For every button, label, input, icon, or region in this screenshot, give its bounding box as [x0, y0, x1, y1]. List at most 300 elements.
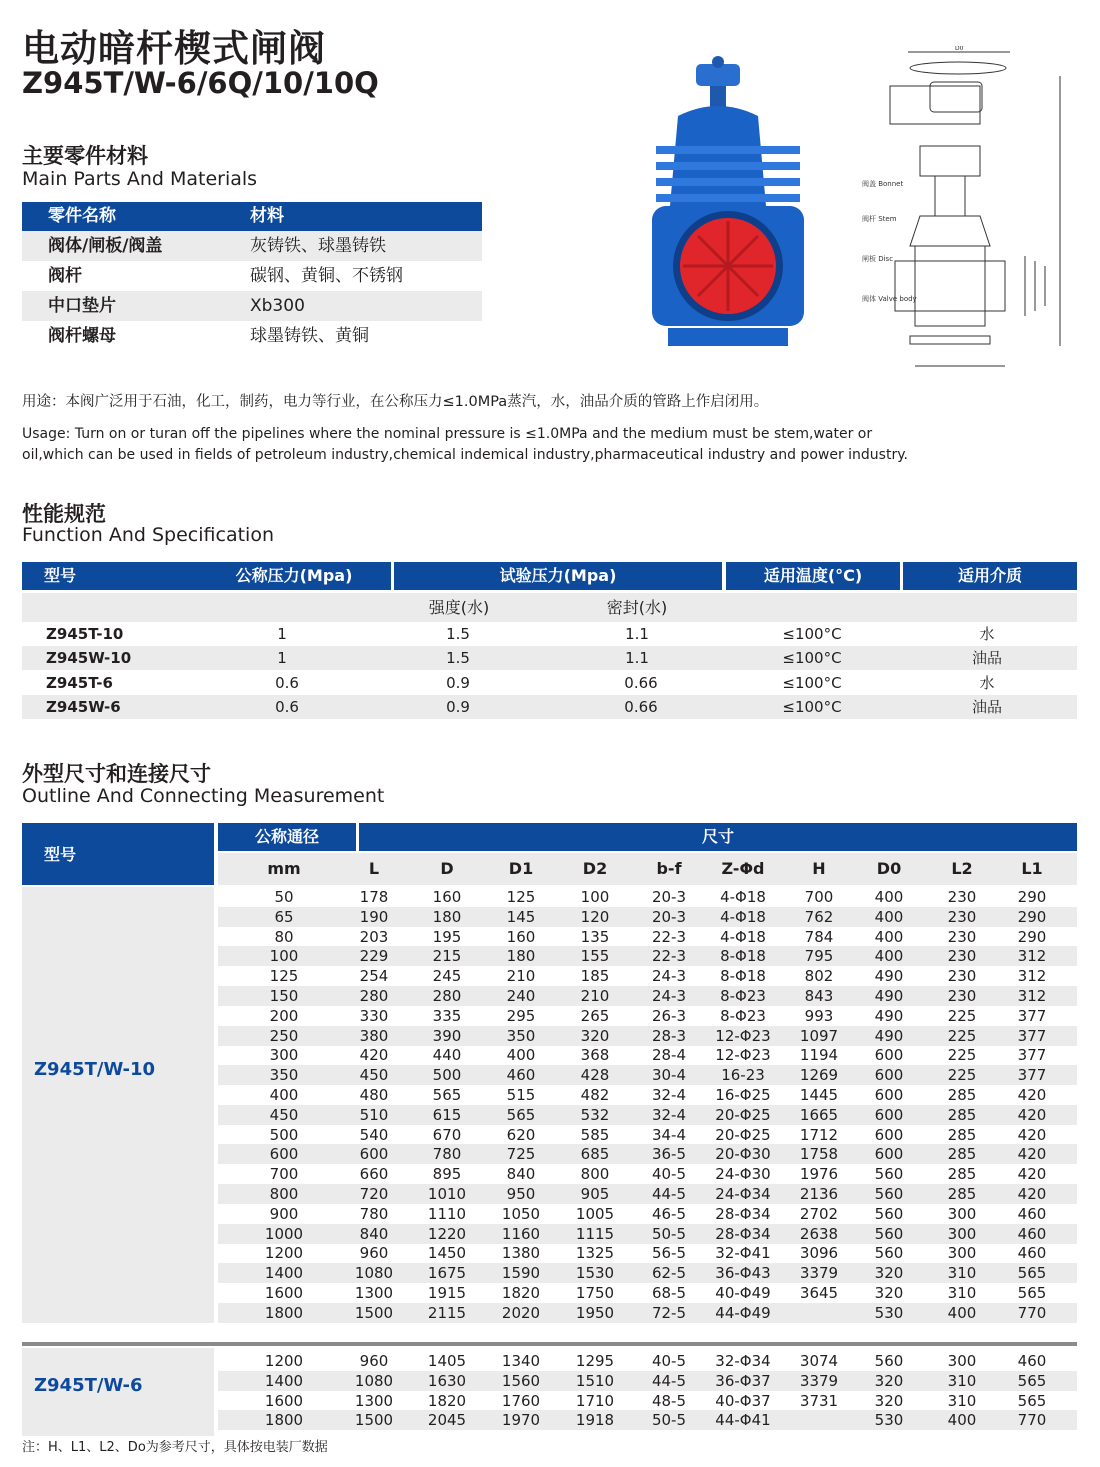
- table-cell: 600: [874, 1046, 904, 1065]
- table-row: [218, 1026, 1077, 1046]
- spec-model: Z945T-6: [46, 674, 113, 692]
- outline-model-header: [22, 823, 214, 885]
- table-cell: 44-Φ41: [715, 1411, 771, 1430]
- spec-model: Z945W-10: [46, 649, 132, 667]
- table-cell: 280: [359, 987, 389, 1005]
- table-cell: 1800: [264, 1411, 304, 1430]
- table-cell: 215: [432, 947, 462, 966]
- table-cell: 125: [269, 967, 299, 986]
- table-cell: 20-Φ25: [715, 1105, 771, 1124]
- table-cell: 2702: [799, 1204, 839, 1223]
- table-cell: 320: [874, 1284, 904, 1302]
- table-cell: 1300: [354, 1391, 394, 1410]
- table-row: [218, 887, 1077, 907]
- spec-row: [22, 646, 1077, 670]
- spec-seal: 1.1: [625, 649, 649, 667]
- table-cell: 300: [947, 1244, 977, 1263]
- table-cell: 28-Φ34: [715, 1224, 771, 1243]
- table-cell: 28-3: [651, 1026, 687, 1045]
- diagram-label-stem: 阀杆 Stem: [862, 215, 897, 223]
- spec-medium: 油品: [971, 649, 1002, 667]
- table-cell: 320: [874, 1264, 904, 1283]
- spec-medium: 水: [979, 625, 995, 643]
- table-cell: 1500: [354, 1303, 394, 1322]
- table-cell: 960: [359, 1244, 389, 1263]
- table-cell: 400: [269, 1086, 299, 1104]
- spec-heading-cn: 性能规范: [22, 502, 106, 526]
- table-cell: 600: [359, 1145, 389, 1164]
- spec-strength: 1.5: [446, 649, 470, 667]
- table-cell: 56-5: [651, 1244, 687, 1263]
- table-cell: 2638: [799, 1224, 839, 1243]
- spec-seal: 0.66: [624, 674, 658, 692]
- table-row: [218, 1065, 1077, 1085]
- group-divider: [22, 1342, 1077, 1346]
- table-cell: 350: [506, 1026, 536, 1045]
- table-cell: 1445: [799, 1086, 839, 1104]
- table-cell: 1915: [427, 1284, 467, 1302]
- spec-table: [22, 562, 1077, 720]
- usage-text-cn: 用途：本阀广泛用于石油，化工，制药，电力等行业，在公称压力≤1.0MPa蒸汽，水，油品介质的管路上作启闭用。: [22, 394, 769, 410]
- part-name: 中口垫片: [48, 296, 116, 316]
- table-cell: 254: [359, 967, 389, 986]
- table-cell: 160: [432, 888, 462, 906]
- table-cell: 420: [1017, 1105, 1047, 1124]
- table-cell: 290: [1017, 888, 1047, 906]
- table-cell: 540: [359, 1125, 389, 1144]
- table-cell: 245: [432, 967, 462, 986]
- table-cell: 20-Φ30: [715, 1145, 771, 1164]
- table-cell: 26-3: [651, 1006, 687, 1025]
- technical-diagram: [860, 46, 1080, 376]
- table-cell: 377: [1017, 1006, 1047, 1025]
- table-cell: 310: [947, 1284, 977, 1302]
- table-cell: 46-5: [651, 1204, 687, 1223]
- table-cell: 50: [274, 888, 294, 906]
- table-cell: 460: [506, 1066, 536, 1085]
- outline-col-header: L2: [951, 859, 973, 878]
- table-cell: 450: [359, 1066, 389, 1085]
- table-cell: 32-4: [651, 1086, 687, 1104]
- valve-product-image: [648, 56, 808, 356]
- table-cell: 460: [1017, 1244, 1047, 1263]
- table-cell: 120: [580, 907, 610, 926]
- table-cell: 400: [874, 888, 904, 906]
- table-cell: 335: [432, 1006, 462, 1025]
- table-cell: 565: [506, 1105, 536, 1124]
- table-cell: 784: [804, 927, 834, 946]
- table-cell: 160: [506, 927, 536, 946]
- spec-heading-en: Function And Specification: [22, 524, 274, 546]
- table-cell: 1450: [427, 1244, 467, 1263]
- table-cell: 390: [432, 1026, 462, 1045]
- spec-seal: 0.66: [624, 698, 658, 716]
- table-cell: 16-Φ25: [715, 1086, 771, 1104]
- spec-temp: ≤100°C: [782, 649, 842, 667]
- table-cell: 290: [1017, 927, 1047, 946]
- table-cell: 1405: [427, 1352, 467, 1370]
- table-cell: 1970: [501, 1411, 541, 1430]
- table-cell: 30-4: [651, 1066, 687, 1085]
- col-material-header: 材料: [250, 206, 284, 226]
- table-cell: 482: [580, 1086, 610, 1104]
- part-name: 阀体/闸板/阀盖: [48, 236, 163, 256]
- table-cell: 620: [506, 1125, 536, 1144]
- table-cell: 203: [359, 927, 389, 946]
- table-cell: 100: [269, 947, 299, 966]
- table-cell: 50-5: [651, 1224, 687, 1243]
- table-cell: 1510: [575, 1371, 615, 1390]
- table-cell: 720: [359, 1185, 389, 1203]
- spec-medium: 水: [979, 674, 995, 692]
- table-row: [218, 946, 1077, 966]
- table-cell: 80: [274, 927, 294, 946]
- table-cell: 44-5: [651, 1185, 687, 1203]
- table-cell: 310: [947, 1371, 977, 1390]
- spec-col-medium: 适用介质: [903, 562, 1077, 590]
- table-cell: 560: [874, 1185, 904, 1203]
- materials-heading-cn: 主要零件材料: [22, 144, 148, 168]
- table-cell: 400: [506, 1046, 536, 1065]
- table-row: [218, 1125, 1077, 1145]
- table-row: [218, 1224, 1077, 1244]
- table-cell: 1097: [799, 1026, 839, 1045]
- svg-text:D0: D0: [955, 46, 964, 52]
- table-cell: 1200: [264, 1352, 304, 1370]
- table-cell: 1500: [354, 1411, 394, 1430]
- table-cell: 2020: [501, 1303, 541, 1322]
- table-row: [218, 1184, 1077, 1204]
- table-cell: 2136: [799, 1185, 839, 1203]
- table-cell: 480: [359, 1086, 389, 1104]
- table-cell: 795: [804, 947, 834, 966]
- table-cell: 20-3: [651, 907, 687, 926]
- table-cell: 50-5: [651, 1411, 687, 1430]
- table-row: [218, 1204, 1077, 1224]
- table-cell: 20-Φ25: [715, 1125, 771, 1144]
- table-cell: 285: [947, 1165, 977, 1184]
- table-cell: 20-3: [651, 888, 687, 906]
- table-cell: 993: [804, 1006, 834, 1025]
- outline-col-header: L: [368, 859, 380, 878]
- table-cell: 565: [1017, 1371, 1047, 1390]
- table-cell: 530: [874, 1411, 904, 1430]
- table-row: [218, 1283, 1077, 1303]
- table-cell: 510: [359, 1105, 389, 1124]
- spec-pn: 1: [277, 649, 287, 667]
- table-cell: 1340: [501, 1352, 541, 1370]
- table-cell: 615: [432, 1105, 462, 1124]
- table-cell: 490: [874, 967, 904, 986]
- table-cell: 3731: [799, 1391, 839, 1410]
- spec-col-model: 型号: [22, 562, 216, 590]
- table-cell: 400: [947, 1303, 977, 1322]
- materials-row: [22, 261, 482, 291]
- table-cell: 600: [874, 1066, 904, 1085]
- table-cell: 8-Φ18: [720, 967, 766, 986]
- table-cell: 36-5: [651, 1145, 687, 1164]
- table-cell: 1269: [799, 1066, 839, 1085]
- table-cell: 44-5: [651, 1371, 687, 1390]
- table-cell: 1710: [575, 1391, 615, 1410]
- table-cell: 1000: [264, 1224, 304, 1243]
- table-cell: 1115: [575, 1224, 615, 1243]
- outline-heading-cn: 外型尺寸和连接尺寸: [22, 762, 211, 786]
- spec-temp: ≤100°C: [782, 674, 842, 692]
- table-cell: 600: [874, 1145, 904, 1164]
- spec-temp: ≤100°C: [782, 625, 842, 643]
- table-row: [218, 1391, 1077, 1411]
- spec-pn: 0.6: [275, 698, 299, 716]
- table-cell: 100: [580, 888, 610, 906]
- spec-medium: 油品: [971, 698, 1002, 716]
- table-cell: 560: [874, 1224, 904, 1243]
- table-cell: 12-Φ23: [715, 1026, 771, 1045]
- table-cell: 1590: [501, 1264, 541, 1283]
- table-cell: 770: [1017, 1411, 1047, 1430]
- table-cell: 400: [874, 927, 904, 946]
- table-cell: 1110: [427, 1204, 467, 1223]
- table-cell: 1194: [799, 1046, 839, 1065]
- table-cell: 700: [804, 888, 834, 906]
- table-cell: 330: [359, 1006, 389, 1025]
- table-cell: 840: [359, 1224, 389, 1243]
- table-cell: 1325: [575, 1244, 615, 1263]
- table-cell: 1600: [264, 1391, 304, 1410]
- table-cell: 230: [947, 927, 977, 946]
- table-cell: 450: [269, 1105, 299, 1124]
- table-cell: 250: [269, 1026, 299, 1045]
- table-cell: 32-Φ34: [715, 1352, 771, 1370]
- group1-model-cell: [22, 887, 214, 1323]
- table-cell: 565: [1017, 1284, 1047, 1302]
- table-cell: 300: [947, 1224, 977, 1243]
- table-cell: 24-3: [651, 967, 687, 986]
- table-cell: 565: [432, 1086, 462, 1104]
- table-cell: 1820: [501, 1284, 541, 1302]
- table-cell: 34-4: [651, 1125, 687, 1144]
- table-cell: 950: [506, 1185, 536, 1203]
- table-cell: 560: [874, 1352, 904, 1370]
- table-cell: 400: [947, 1411, 977, 1430]
- footnote: 注：H、L1、L2、Do为参考尺寸，具体按电装厂数据: [22, 1440, 328, 1455]
- table-cell: 490: [874, 1006, 904, 1025]
- table-cell: 24-Φ30: [715, 1165, 771, 1184]
- table-cell: 229: [359, 947, 389, 966]
- table-cell: 2115: [427, 1303, 467, 1322]
- table-cell: 290: [1017, 907, 1047, 926]
- table-cell: 225: [947, 1026, 977, 1045]
- table-cell: 62-5: [651, 1264, 687, 1283]
- table-cell: 460: [1017, 1352, 1047, 1370]
- table-cell: 230: [947, 947, 977, 966]
- part-material: 碳钢、黄铜、不锈钢: [250, 266, 403, 286]
- spec-temp: ≤100°C: [782, 698, 842, 716]
- table-cell: 36-Φ37: [715, 1371, 771, 1390]
- spec-strength: 1.5: [446, 625, 470, 643]
- table-cell: 560: [874, 1165, 904, 1184]
- table-cell: 460: [1017, 1224, 1047, 1243]
- table-cell: 280: [432, 987, 462, 1005]
- table-cell: 368: [580, 1046, 610, 1065]
- table-cell: 600: [874, 1105, 904, 1124]
- part-material: Xb300: [250, 296, 305, 316]
- table-cell: 180: [432, 907, 462, 926]
- table-cell: 685: [580, 1145, 610, 1164]
- spec-model: Z945W-6: [46, 698, 121, 716]
- table-cell: 960: [359, 1352, 389, 1370]
- table-row: [218, 927, 1077, 947]
- table-cell: 312: [1017, 967, 1047, 986]
- table-cell: 300: [269, 1046, 299, 1065]
- part-name: 阀杆螺母: [48, 326, 116, 346]
- table-cell: 800: [580, 1165, 610, 1184]
- table-cell: 762: [804, 907, 834, 926]
- table-cell: 560: [874, 1204, 904, 1223]
- table-cell: 725: [506, 1145, 536, 1164]
- spec-subheader-row: [22, 593, 1077, 622]
- table-cell: 300: [947, 1352, 977, 1370]
- table-cell: 490: [874, 1026, 904, 1045]
- table-cell: 420: [1017, 1165, 1047, 1184]
- table-cell: 8-Φ18: [720, 947, 766, 966]
- table-cell: 32-Φ41: [715, 1244, 771, 1263]
- table-cell: 1665: [799, 1105, 839, 1124]
- table-cell: 230: [947, 987, 977, 1005]
- spec-row: [22, 671, 1077, 695]
- diagram-label-valve-body: 阀体 Valve body: [862, 295, 917, 303]
- table-cell: 285: [947, 1185, 977, 1203]
- materials-row: [22, 231, 482, 261]
- table-cell: 285: [947, 1125, 977, 1144]
- table-cell: 1400: [264, 1264, 304, 1283]
- table-cell: 3096: [799, 1244, 839, 1263]
- materials-table: [22, 202, 482, 351]
- spec-strength: 0.9: [446, 698, 470, 716]
- table-cell: 670: [432, 1125, 462, 1144]
- table-row: [218, 1263, 1077, 1283]
- table-cell: 40-5: [651, 1352, 687, 1370]
- table-cell: 1080: [354, 1371, 394, 1390]
- spec-seal: 1.1: [625, 625, 649, 643]
- table-cell: 840: [506, 1165, 536, 1184]
- table-cell: 1760: [501, 1391, 541, 1410]
- table-cell: 802: [804, 967, 834, 986]
- table-cell: 125: [506, 888, 536, 906]
- table-cell: 225: [947, 1066, 977, 1085]
- table-cell: 135: [580, 927, 610, 946]
- table-cell: 1530: [575, 1264, 615, 1283]
- table-cell: 24-3: [651, 987, 687, 1005]
- table-cell: 8-Φ23: [720, 1006, 766, 1025]
- table-cell: 420: [1017, 1086, 1047, 1104]
- outline-col-header: D: [440, 859, 454, 878]
- table-cell: 500: [269, 1125, 299, 1144]
- table-cell: 285: [947, 1086, 977, 1104]
- table-cell: 210: [580, 987, 610, 1005]
- table-cell: 44-Φ49: [715, 1303, 771, 1322]
- table-cell: 530: [874, 1303, 904, 1322]
- table-cell: 1200: [264, 1244, 304, 1263]
- outline-dn-header: 公称通径: [218, 823, 356, 851]
- table-cell: 28-Φ34: [715, 1204, 771, 1223]
- table-cell: 230: [947, 888, 977, 906]
- table-cell: 22-3: [651, 947, 687, 966]
- table-cell: 150: [269, 987, 299, 1005]
- table-cell: 16-23: [721, 1066, 765, 1085]
- table-cell: 295: [506, 1006, 536, 1025]
- table-cell: 48-5: [651, 1391, 687, 1410]
- table-cell: 3645: [799, 1284, 839, 1302]
- outline-col-header: D2: [582, 859, 608, 878]
- spec-col-pn: 公称压力(Mpa): [197, 562, 391, 590]
- materials-row: [22, 291, 482, 321]
- table-cell: 1950: [575, 1303, 615, 1322]
- table-cell: 1758: [799, 1145, 839, 1164]
- table-row: [218, 986, 1077, 1006]
- outline-col-header: D0: [876, 859, 902, 878]
- table-cell: 460: [1017, 1204, 1047, 1223]
- table-cell: 600: [874, 1125, 904, 1144]
- table-cell: 4-Φ18: [720, 907, 766, 926]
- table-row: [218, 1006, 1077, 1026]
- table-cell: 1630: [427, 1371, 467, 1390]
- table-row: [218, 1144, 1077, 1164]
- table-row: [218, 1371, 1077, 1391]
- table-row: [218, 1085, 1077, 1105]
- table-cell: 3074: [799, 1352, 839, 1370]
- table-cell: 428: [580, 1066, 610, 1085]
- table-cell: 1600: [264, 1284, 304, 1302]
- table-cell: 3379: [799, 1371, 839, 1390]
- table-cell: 312: [1017, 987, 1047, 1005]
- table-cell: 265: [580, 1006, 610, 1025]
- table-cell: 1712: [799, 1125, 839, 1144]
- table-cell: 12-Φ23: [715, 1046, 771, 1065]
- table-cell: 178: [359, 888, 389, 906]
- table-cell: 4-Φ18: [720, 888, 766, 906]
- table-cell: 1050: [501, 1204, 541, 1223]
- sub-seal: 密封(水): [606, 598, 668, 617]
- table-cell: 895: [432, 1165, 462, 1184]
- table-cell: 8-Φ23: [720, 987, 766, 1005]
- part-material: 灰铸铁、球墨铸铁: [250, 236, 386, 256]
- table-cell: 1750: [575, 1284, 615, 1302]
- table-row: [218, 1351, 1077, 1371]
- table-cell: 4-Φ18: [720, 927, 766, 946]
- table-cell: 1300: [354, 1284, 394, 1302]
- table-cell: 585: [580, 1125, 610, 1144]
- table-cell: 1820: [427, 1391, 467, 1410]
- outline-heading-en: Outline And Connecting Measurement: [22, 785, 385, 807]
- spec-row: [22, 695, 1077, 719]
- table-cell: 560: [874, 1244, 904, 1263]
- table-cell: 600: [269, 1145, 299, 1164]
- table-cell: 900: [269, 1204, 299, 1223]
- table-cell: 300: [947, 1204, 977, 1223]
- table-cell: 1295: [575, 1352, 615, 1370]
- table-cell: 905: [580, 1185, 610, 1203]
- outline-col-header: H: [812, 859, 826, 878]
- table-cell: 2045: [427, 1411, 467, 1430]
- table-row: [218, 1045, 1077, 1065]
- table-cell: 312: [1017, 947, 1047, 966]
- table-cell: 565: [1017, 1391, 1047, 1410]
- spec-model: Z945T-10: [46, 625, 124, 643]
- table-cell: 65: [274, 907, 294, 926]
- table-row: [218, 1105, 1077, 1125]
- table-cell: 400: [874, 907, 904, 926]
